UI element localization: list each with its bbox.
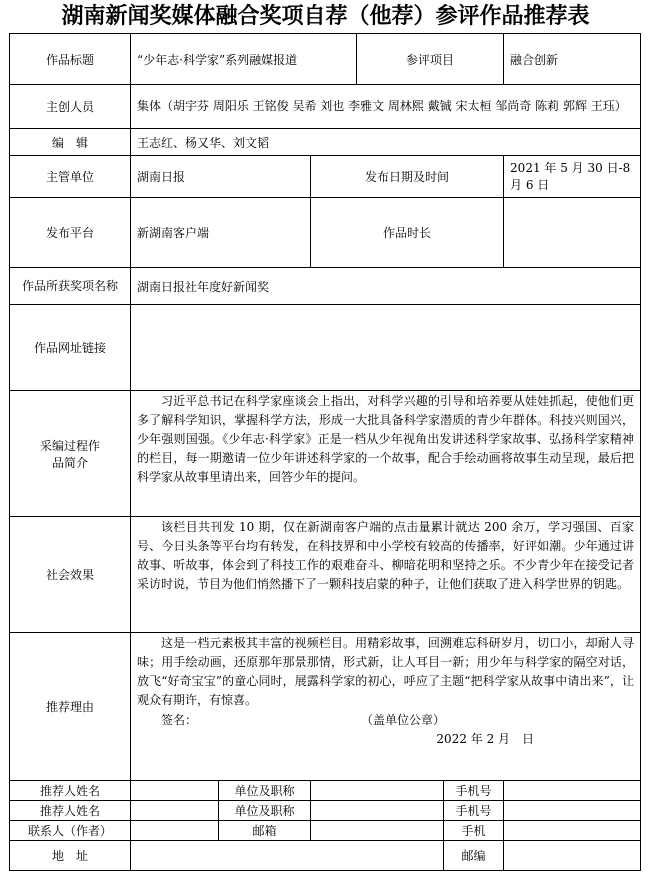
recommendation-form (9, 33, 641, 871)
recommender2-name-value[interactable] (131, 801, 219, 821)
platform-value[interactable]: 新湖南客户端 (131, 198, 311, 268)
row-unit (10, 156, 641, 198)
row-address (10, 841, 641, 871)
reason-value[interactable]: 这是一档元素极其丰富的视频栏目。用精彩故事，回溯难忘科研岁月，切口小，却耐人寻味；用手绘动画，还原那年那景那情，形式新，让人耳目一新；用少年与科学家的隔空对话，放飞“好奇宝宝”的童心同时，展露科学家的初心，呼应了主题“把科学家从故事中请出来”，让观众有期许，有惊喜。 (137, 636, 635, 707)
contact-phone-value[interactable] (504, 821, 641, 841)
duration-label: 作品时长 (311, 198, 504, 268)
editors-label: 编 辑 (10, 129, 131, 156)
publish-date-value[interactable]: 2021 年 5 月 30 日-8 月 6 日 (504, 156, 641, 198)
row-contact (10, 821, 641, 841)
award-item-label: 参评项目 (357, 34, 504, 85)
url-label: 作品网址链接 (10, 305, 131, 391)
reason-label: 推荐理由 (10, 633, 131, 781)
row-process (10, 391, 641, 517)
recommender1-unit-value[interactable] (311, 781, 444, 801)
effect-value[interactable]: 该栏目共刊发 10 期，仅在新湖南客户端的点击量累计就达 200 余万，学习强国、百家号、今日头条等平台均有转发，在科技界和中小学校有较高的传播率，好评如潮。少年通过讲故事、听故事，体会到了科技工作的艰难奋斗、柳暗花明和坚持之乐。不少青少年在接受记者采访时说，节目为他们悄然播下了一颗科技启蒙的种子，让他们获取了进入科学世界的钥匙。 (131, 517, 641, 633)
row-work-title (10, 34, 641, 85)
award-name-label: 作品所获奖项名称 (10, 268, 131, 305)
recommender1-name-label: 推荐人姓名 (10, 781, 131, 801)
work-title-label: 作品标题 (10, 34, 131, 85)
contact-label: 联系人（作者） (10, 821, 131, 841)
process-label: 采编过程作品简介 (10, 391, 131, 517)
editors-value[interactable]: 王志红、杨又华、刘文韬 (131, 129, 641, 156)
row-reason (10, 633, 641, 781)
recommender1-unit-label: 单位及职称 (219, 781, 311, 801)
recommender2-unit-label: 单位及职称 (219, 801, 311, 821)
reason-cell (131, 633, 641, 781)
row-recommender-2 (10, 801, 641, 821)
row-url (10, 305, 641, 391)
email-label: 邮箱 (219, 821, 311, 841)
contact-value[interactable] (131, 821, 219, 841)
publish-date-label: 发布日期及时间 (311, 156, 504, 198)
award-name-value[interactable]: 湖南日报社年度好新闻奖 (131, 268, 641, 305)
row-editors (10, 129, 641, 156)
process-value[interactable]: 习近平总书记在科学家座谈会上指出，对科学兴趣的引导和培养要从娃娃抓起，使他们更多了解科学知识，掌握科学方法，形成一大批具备科学家潜质的青少年群体。科技兴则国兴，少年强则国强。《少年志·科学家》正是一档从少年视角出发讲述科学家故事、弘扬科学家精神的栏目，每一期邀请一位少年讲述科学家的一个故事，配合手绘动画将故事生动呈现，最后把科学家从故事里请出来，回答少年的提问。 (131, 391, 641, 517)
creators-value[interactable]: 集体（胡宇芬 周阳乐 王铭俊 吴希 刘也 李雅文 周林熙 戴铖 宋太桓 邹尚奇 陈莉 郭辉 王珏） (131, 85, 641, 129)
address-label: 地 址 (10, 841, 131, 871)
email-value[interactable] (311, 821, 444, 841)
row-award (10, 268, 641, 305)
creators-label: 主创人员 (10, 85, 131, 129)
signature-label: 签名： (161, 713, 198, 727)
recommender2-unit-value[interactable] (311, 801, 444, 821)
address-value[interactable] (131, 841, 444, 871)
form-title: 湖南新闻奖媒体融合奖项自荐（他荐）参评作品推荐表 (61, 4, 590, 29)
recommender2-name-label: 推荐人姓名 (10, 801, 131, 821)
signature-block (131, 711, 640, 749)
row-recommender-1 (10, 781, 641, 801)
recommender2-phone-value[interactable] (504, 801, 641, 821)
sign-date: 2022 年 2 月 日 (436, 732, 535, 746)
recommender1-name-value[interactable] (131, 781, 219, 801)
unit-label: 主管单位 (10, 156, 131, 198)
seal-label: （盖单位公章） (367, 713, 446, 727)
recommender2-phone-label: 手机号 (444, 801, 504, 821)
row-creators (10, 85, 641, 129)
platform-label: 发布平台 (10, 198, 131, 268)
contact-phone-label: 手机 (444, 821, 504, 841)
row-effect (10, 517, 641, 633)
recommender1-phone-label: 手机号 (444, 781, 504, 801)
work-title-value[interactable]: “少年志·科学家”系列融媒报道 (131, 34, 357, 85)
unit-value[interactable]: 湖南日报 (131, 156, 311, 198)
postcode-label: 邮编 (444, 841, 504, 871)
postcode-value[interactable] (504, 841, 641, 871)
row-platform (10, 198, 641, 268)
award-item-value[interactable]: 融合创新 (504, 34, 641, 85)
duration-value[interactable] (504, 198, 641, 268)
url-value[interactable] (131, 305, 641, 391)
effect-label: 社会效果 (10, 517, 131, 633)
recommender1-phone-value[interactable] (504, 781, 641, 801)
